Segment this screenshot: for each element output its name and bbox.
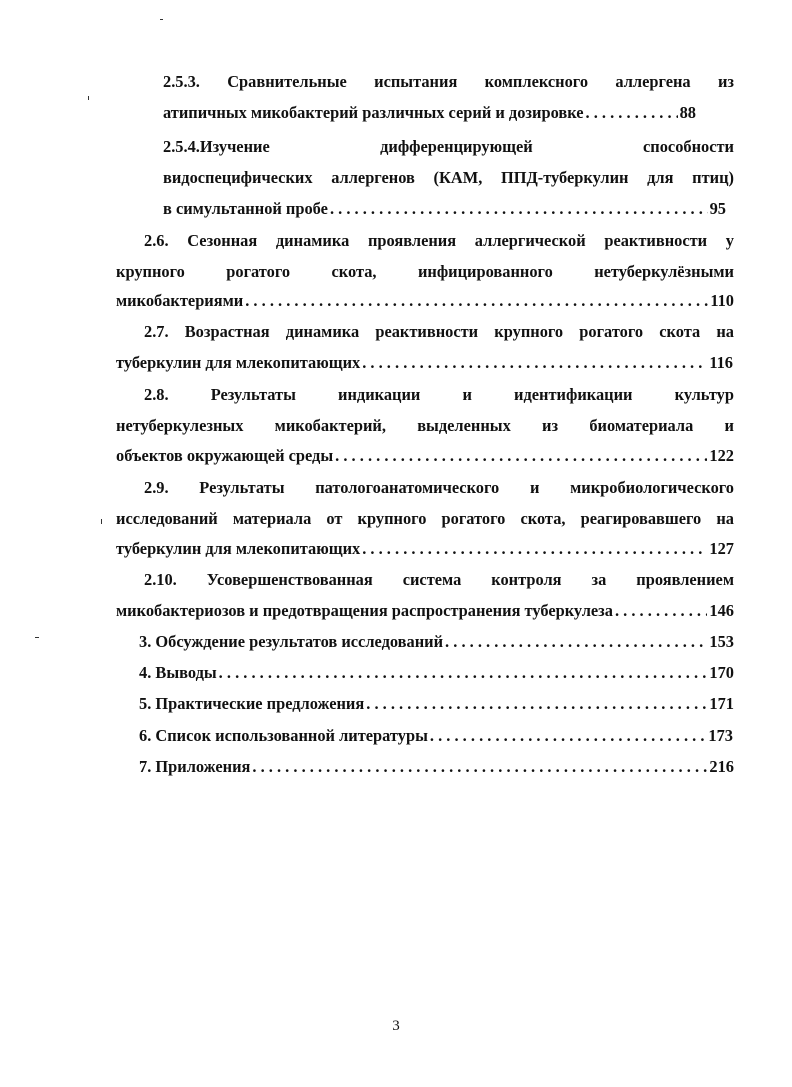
toc-2-5-4-line1: 2.5.4.Изучение дифференцирующей способности [163, 137, 734, 156]
toc-4 [139, 663, 734, 683]
toc-2-7-line2 [116, 353, 733, 373]
toc-3-text: 3. Обсуждение результатов исследований [139, 632, 444, 651]
toc-3-page: 153 [709, 632, 734, 651]
toc-2-10-page: 146 [709, 601, 734, 620]
dot-leader [335, 446, 707, 466]
toc-2-7-page: 116 [709, 353, 733, 372]
scan-speck [88, 96, 89, 100]
toc-2-5-4-line2: видоспецифических аллергенов (КАМ, ППД-туберкулин для птиц) [163, 168, 734, 187]
dot-leader [615, 601, 707, 621]
toc-2-6-page: 110 [710, 291, 734, 310]
toc-2-10-line1: 2.10. Усовершенствованная система контроля за проявлением [144, 570, 734, 589]
toc-2-7-line1: 2.7. Возрастная динамика реактивности крупного рогатого скота на [144, 322, 734, 341]
toc-5-page: 171 [709, 694, 734, 713]
toc-2-6-line2: крупного рогатого скота, инфицированного нетуберкулёзными [116, 262, 734, 281]
toc-2-5-3-line2 [163, 103, 696, 123]
toc-2-5-4-line3 [163, 199, 726, 219]
toc-2-6-text: микобактериями [116, 291, 244, 310]
dot-leader [330, 199, 708, 219]
toc-2-8-line2: нетуберкулезных микобактерий, выделенных из биоматериала и [116, 416, 734, 435]
toc-2-9-line3 [116, 539, 734, 559]
dot-leader [366, 694, 707, 714]
toc-7-page: 216 [709, 757, 734, 776]
scan-speck [160, 19, 163, 20]
toc-6 [139, 726, 733, 746]
toc-2-9-text: туберкулин для млекопитающих [116, 539, 361, 558]
toc-2-10-line2 [116, 601, 734, 621]
dot-leader [362, 539, 707, 559]
toc-6-page: 173 [708, 726, 733, 745]
dot-leader [252, 757, 707, 777]
dot-leader [362, 353, 707, 373]
scan-speck [35, 637, 39, 638]
toc-4-text: 4. Выводы [139, 663, 217, 682]
toc-7-text: 7. Приложения [139, 757, 251, 776]
toc-2-10-text: микобактериозов и предотвращения распространения туберкулеза [116, 601, 613, 620]
toc-2-8-line3 [116, 446, 734, 466]
toc-6-text: 6. Список использованной литературы [139, 726, 428, 745]
toc-2-9-line2: исследований материала от крупного рогатого скота, реагировавшего на [116, 509, 734, 528]
toc-2-8-page: 122 [709, 446, 734, 465]
toc-2-8-line1: 2.8. Результаты индикации и идентификации культур [144, 385, 734, 404]
toc-2-5-4-page: 95 [709, 199, 726, 218]
toc-5-text: 5. Практические предложения [139, 694, 365, 713]
toc-2-9-page: 127 [709, 539, 734, 558]
dot-leader [430, 726, 707, 746]
scan-speck [101, 519, 102, 524]
toc-2-9-line1: 2.9. Результаты патологоанатомического и микробиологического [144, 478, 734, 497]
toc-2-8-text: объектов окружающей среды [116, 446, 334, 465]
dot-leader [245, 291, 708, 311]
toc-3 [139, 632, 734, 652]
toc-2-5-3-text: атипичных микобактерий различных серий и дозировке [163, 103, 584, 122]
toc-2-6-line3 [116, 291, 734, 311]
toc-2-7-text: туберкулин для млекопитающих [116, 353, 361, 372]
toc-2-5-3-line1: 2.5.3. Сравнительные испытания комплексного аллергена из [163, 72, 734, 91]
toc-2-6-line1: 2.6. Сезонная динамика проявления аллергической реактивности у [144, 231, 734, 250]
toc-5 [139, 694, 734, 714]
toc-2-5-3-page: 88 [679, 103, 696, 122]
dot-leader [445, 632, 707, 652]
toc-7 [139, 757, 734, 777]
dot-leader [219, 663, 708, 683]
toc-4-page: 170 [709, 663, 734, 682]
page-number: 3 [392, 1018, 400, 1034]
toc-2-5-4-text: в симультанной пробе [163, 199, 328, 218]
dot-leader [586, 103, 678, 123]
